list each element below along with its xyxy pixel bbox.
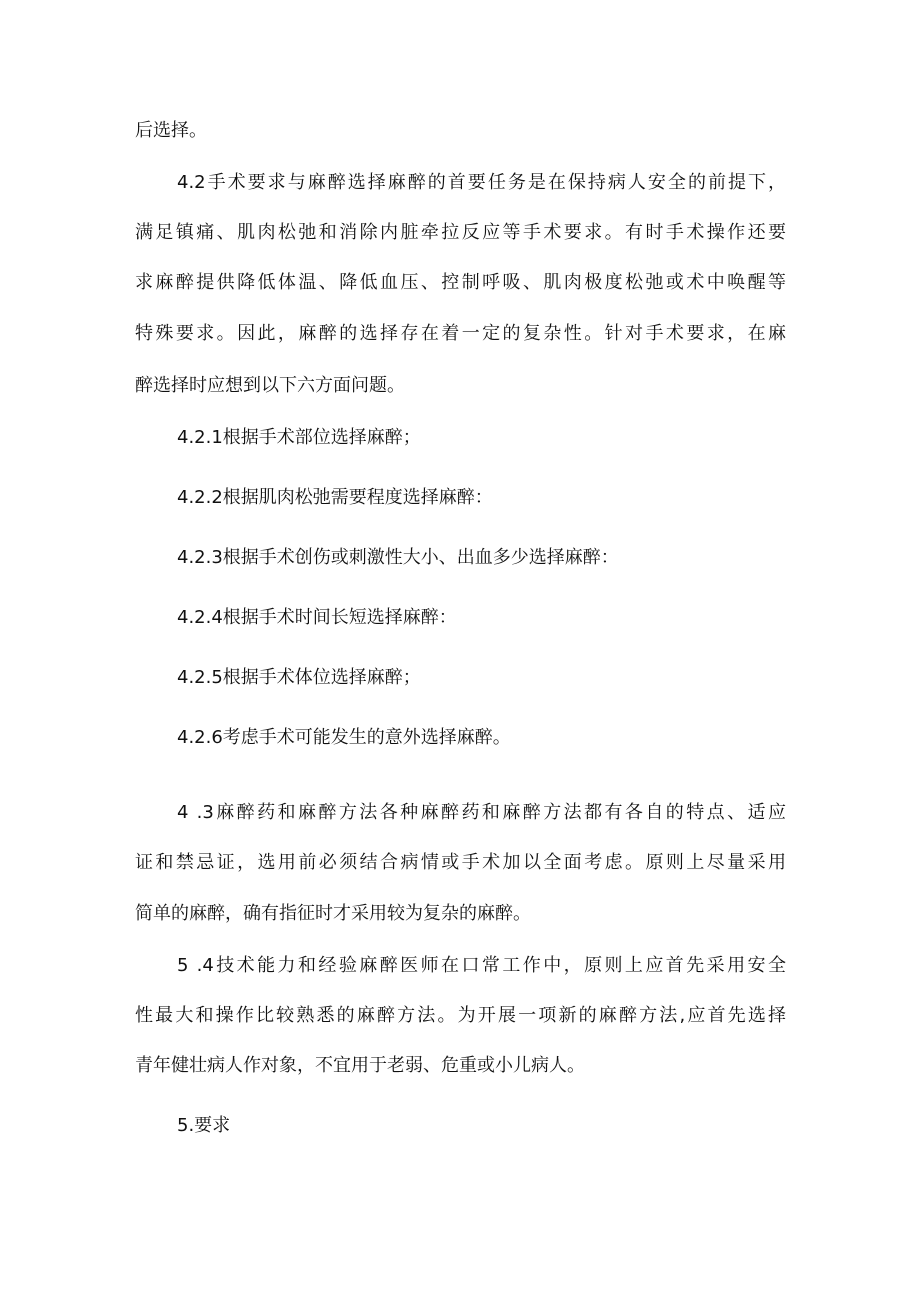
paragraph-line: 青年健壮病人作对象，不宜用于老弱、危重或小儿病人。	[135, 1055, 585, 1076]
list-item: 4.2.3根据手术创伤或刺激性大小、出血多少选择麻醉：	[177, 547, 619, 568]
paragraph-line: 满足镇痛、肌肉松弛和消除内脏牵拉反应等手术要求。有时手术操作还要	[135, 222, 786, 243]
section-heading: 5.要求	[177, 1115, 231, 1136]
list-item: 4.2.6考虑手术可能发生的意外选择麻醉。	[177, 727, 511, 748]
list-item: 4.2.4根据手术时间长短选择麻醉：	[177, 607, 457, 628]
paragraph-line: 特殊要求。因此，麻醉的选择存在着一定的复杂性。针对手术要求，在麻	[135, 323, 786, 344]
paragraph-line: 4.2手术要求与麻醉选择麻醉的首要任务是在保持病人安全的前提下，	[177, 172, 786, 193]
paragraph-line: 性最大和操作比较熟悉的麻醉方法。为开展一项新的麻醉方法,应首先选择	[135, 1005, 786, 1026]
list-item: 4.2.2根据肌肉松弛需要程度选择麻醉：	[177, 487, 493, 508]
paragraph-line: 后选择。	[135, 120, 207, 141]
paragraph-line: 简单的麻醉，确有指征时才采用较为复杂的麻醉。	[135, 903, 531, 924]
paragraph-line: 醉选择时应想到以下六方面问题。	[135, 375, 405, 396]
paragraph-line: 求麻醉提供降低体温、降低血压、控制呼吸、肌肉极度松弛或术中唤醒等	[135, 272, 786, 293]
list-item: 4.2.5根据手术体位选择麻醉；	[177, 667, 421, 688]
paragraph-line: 5 .4技术能力和经验麻醉医师在口常工作中，原则上应首先采用安全	[177, 955, 786, 976]
paragraph-line: 证和禁忌证，选用前必须结合病情或手术加以全面考虑。原则上尽量采用	[135, 852, 786, 873]
list-item: 4.2.1根据手术部位选择麻醉；	[177, 427, 421, 448]
paragraph-line: 4 .3麻醉药和麻醉方法各种麻醉药和麻醉方法都有各自的特点、适应	[177, 802, 786, 823]
